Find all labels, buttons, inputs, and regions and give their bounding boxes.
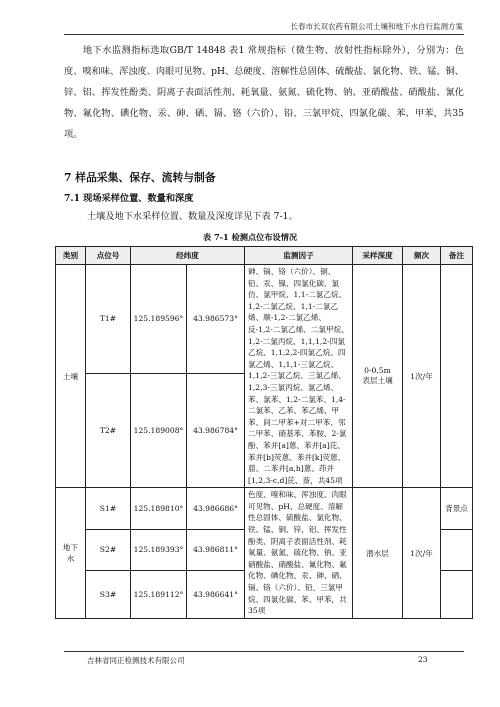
latitude-cell: 43.986784°: [187, 373, 245, 488]
soil-note-cell: [441, 265, 473, 488]
soil-category-cell: 土壤: [56, 265, 86, 488]
longitude-cell: 125.189810°: [131, 488, 187, 529]
longitude-cell: 125.189596°: [131, 265, 187, 374]
groundwater-frequency-cell: 1次/年: [403, 488, 441, 619]
point-id-cell: S1#: [86, 488, 131, 529]
longitude-cell: 125.189112°: [131, 571, 187, 619]
table-row: [56, 488, 473, 529]
monitoring-points-table: [55, 246, 473, 619]
groundwater-indicator-paragraph: 地下水监测指标选取GB/T 14848 表1 常规指标（微生物、放射性指标除外），分别为：色度、嗅和味、浑浊度、肉眼可见物、pH、总硬度、溶解性总固体、硫酸盐、氯化物、铁、锰、铜、锌、铝、挥发性酚类、阴离子表面活性剂、耗氧量、氨氮、硫化物、钠、亚硝酸盐、硝酸盐、氰化物、氟化物、碘化物、汞、砷、硒、镉、铬（六价）、铅、三氯甲烷、四氯化碳、苯、甲苯，共35项。: [64, 45, 464, 140]
table-caption: 表 7-1 检测点位布设情况: [202, 232, 298, 242]
note-cell: [441, 529, 473, 570]
header-note: 备注: [441, 247, 473, 265]
background-point-note: 背景点: [441, 488, 473, 529]
header-divider: [64, 34, 464, 35]
subsection-title: 7.1 现场采样位置、数量和深度: [64, 193, 194, 204]
table-row: [56, 265, 473, 374]
groundwater-category-cell: 地下水: [56, 488, 86, 619]
point-id-cell: T2#: [86, 373, 131, 488]
soil-frequency-cell: 1次/年: [403, 265, 441, 488]
groundwater-factors-cell: 色度、嗅和味、浑浊度、肉眼可见物、pH、总硬度、溶解性总固体、硫酸盐、氯化物、铁、锰、铜、锌、铝、挥发性酚类、阴离子表面活性剂、耗氧量、氨氮、硫化物、钠、亚硝酸盐、硝酸盐、氰化物、氟化物、碘化物、汞、砷、硒、镉、铬（六价）、铅、三氯甲烷、四氯化碳、苯、甲苯，共35项: [245, 488, 353, 619]
point-id-cell: S3#: [86, 571, 131, 619]
footer-company: 吉林省同正检测技术有限公司: [87, 656, 185, 665]
groundwater-depth-cell: 潜水层: [353, 488, 403, 619]
point-id-cell: S2#: [86, 529, 131, 570]
header-point-id: 点位号: [86, 247, 131, 265]
table-reference-paragraph: 土壤及地下水采样位置、数量及深度详见下表 7-1。: [87, 211, 298, 222]
longitude-cell: 125.189393°: [131, 529, 187, 570]
section-title: 7 样品采集、保存、流转与制备: [64, 171, 216, 184]
page-number: 23: [418, 655, 428, 664]
table-header-row: [56, 247, 473, 265]
longitude-cell: 125.189008°: [131, 373, 187, 488]
header-category: 类别: [56, 247, 86, 265]
header-depth: 采样深度: [353, 247, 403, 265]
page-header: 长春市长双农药有限公司土壤和地下水自行监测方案: [290, 22, 463, 31]
latitude-cell: 43.986641°: [187, 571, 245, 619]
point-id-cell: T1#: [86, 265, 131, 374]
header-coordinates: 经纬度: [131, 247, 245, 265]
header-frequency: 频次: [403, 247, 441, 265]
soil-factors-cell: 砷、镉、铬（六价）、铜、铅、汞、镍、四氯化碳、氯仿、氯甲烷、1,1-二氯乙烷、1,2-二氯乙烷、1,1-二氯乙烯、顺-1,2-二氯乙烯、反-1,2-二氯乙烯、二氯甲烷、1,2-二氯丙烷、1,1,1,2-四氯乙烷、1,1,2,2-四氯乙烷、四氯乙烯、1,1,1-三氯乙烷、1,1,2-三氯乙烷、三氯乙烯、1,2,3-三氯丙烷、氯乙烯、苯、氯苯、1,2-二氯苯、1,4-二氯苯、乙苯、苯乙烯、甲苯、间二甲苯+对二甲苯、邻二甲苯、硝基苯、苯胺、2-氯酚、苯并[a]蒽、苯并[a]芘、苯并[b]荧蒽、苯并[k]荧蒽、䓛、二苯并[a,h]蒽、茚并[1,2,3-c,d]芘、萘，共45项: [245, 265, 353, 488]
footer-divider: [64, 651, 464, 652]
latitude-cell: 43.986573°: [187, 265, 245, 374]
latitude-cell: 43.986686°: [187, 488, 245, 529]
soil-depth-cell: 0-0.5m 表层土壤: [353, 265, 403, 488]
latitude-cell: 43.986811°: [187, 529, 245, 570]
note-cell: [441, 571, 473, 619]
header-factors: 监测因子: [245, 247, 353, 265]
